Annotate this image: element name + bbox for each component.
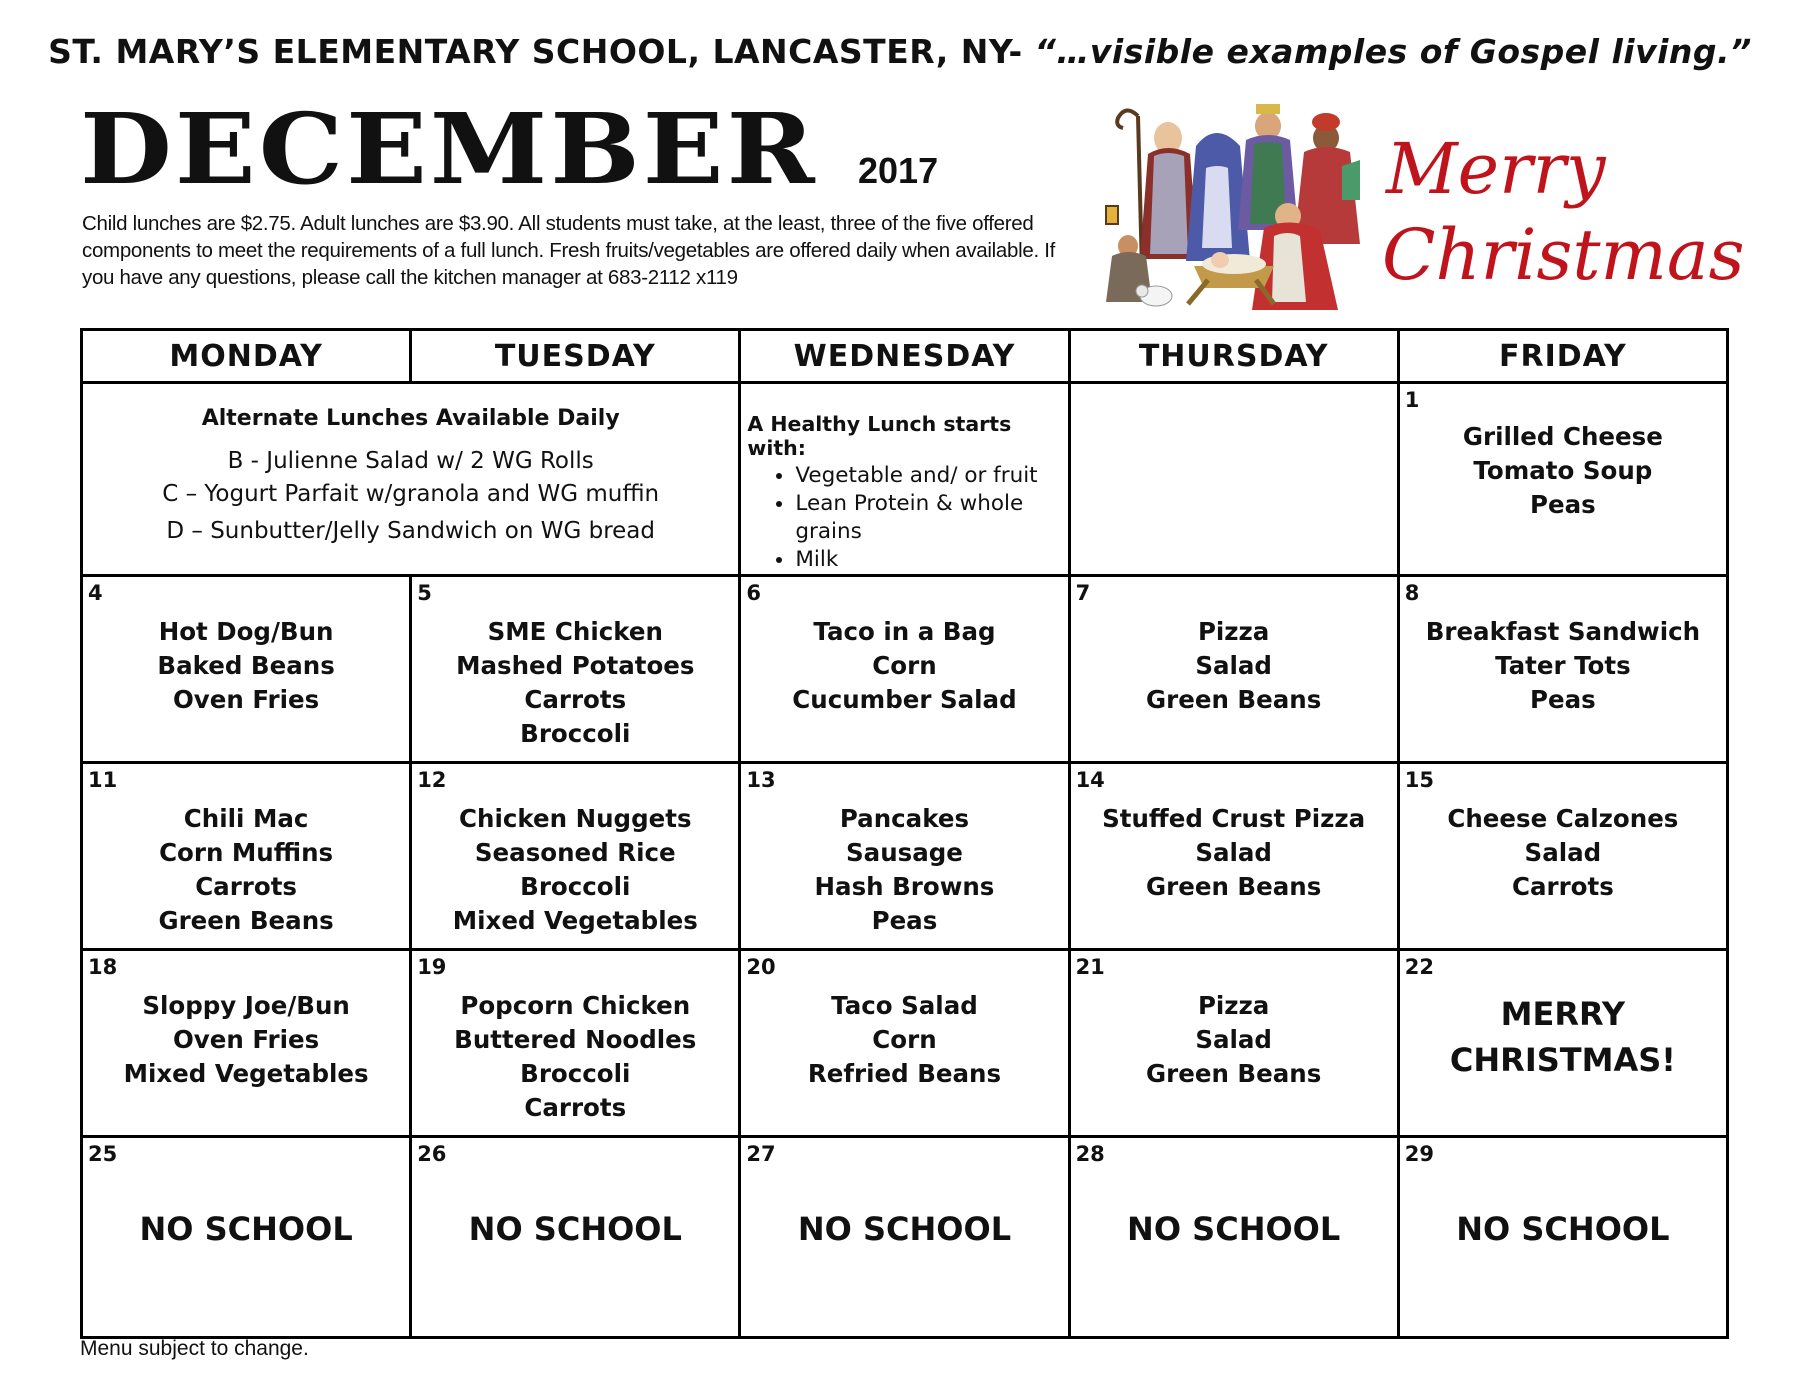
day-cell: [740, 576, 1069, 763]
day-number: 12: [417, 768, 447, 792]
menu-item: Tater Tots: [1495, 651, 1631, 680]
day-cell: [1069, 1137, 1398, 1338]
menu-item: Chicken Nuggets: [459, 804, 692, 833]
day-cell: [411, 576, 740, 763]
day-cell: [1069, 576, 1398, 763]
year-label: 2017: [858, 150, 939, 191]
menu-item: Green Beans: [158, 906, 334, 935]
lunch-price-info: Child lunches are $2.75. Adult lunches are $3.90. All students must take, at the least, three of the five offered components to meet the requirements of a full lunch. Fresh fruits/vegetables are offered daily when available. If you have any questions, please call the kitchen manager at 683-2112 x119: [82, 212, 1056, 289]
menu-item: Pancakes: [839, 804, 970, 833]
calendar-week-row: [82, 950, 1728, 1137]
day-number: 15: [1404, 768, 1434, 792]
day-number: 5: [417, 581, 432, 605]
day-number: 26: [417, 1142, 447, 1166]
day-menu: [1400, 384, 1726, 522]
menu-item: Pizza: [1197, 991, 1270, 1020]
day-cell: [740, 763, 1069, 950]
calendar-week-row: [82, 763, 1728, 950]
menu-item: Salad: [1195, 838, 1272, 867]
day-menu: [1400, 764, 1726, 904]
no-school-label: NO SCHOOL: [468, 1210, 682, 1248]
menu-item: Grilled Cheese: [1462, 422, 1663, 451]
no-school-label: NO SCHOOL: [1127, 1210, 1341, 1248]
menu-item: Mixed Vegetables: [452, 906, 698, 935]
menu-disclaimer: Menu subject to change.: [80, 1337, 309, 1360]
weekday-header: FRIDAY: [1398, 330, 1727, 383]
day-number: 1: [1404, 388, 1420, 412]
day-cell: [411, 1137, 740, 1338]
day-number: 22: [1404, 955, 1434, 979]
day-cell: [1398, 576, 1727, 763]
menu-item: Mixed Vegetables: [123, 1059, 369, 1088]
menu-item: Green Beans: [1146, 685, 1322, 714]
healthy-lunch-item: • Vegetable and/ or fruit: [795, 462, 1061, 490]
menu-item: Carrots: [195, 872, 297, 901]
healthy-lunch-item: • Milk: [795, 546, 1061, 574]
menu-item: Taco in a Bag: [813, 617, 996, 646]
nativity-scene-illustration: [1098, 96, 1388, 318]
menu-item: Broccoli: [520, 719, 631, 748]
day-cell: [82, 950, 411, 1137]
menu-item: Green Beans: [1146, 1059, 1322, 1088]
alternate-lunch-item: C – Yogurt Parfait w/granola and WG muffin: [162, 481, 660, 507]
menu-item: Sloppy Joe/Bun: [142, 991, 350, 1020]
menu-item: Green Beans: [1146, 872, 1322, 901]
calendar-week-row: [82, 576, 1728, 763]
menu-item: Baked Beans: [157, 651, 335, 680]
empty-day-cell: [1069, 383, 1398, 576]
menu-item: Refried Beans: [807, 1059, 1002, 1088]
healthy-lunch-title: A Healthy Lunch starts with:: [747, 412, 1012, 460]
healthy-lunch-cell: [740, 383, 1069, 576]
no-school-label: NO SCHOOL: [139, 1210, 353, 1248]
menu-item: Corn Muffins: [159, 838, 334, 867]
day-cell: [82, 763, 411, 950]
day-cell: [82, 1137, 411, 1338]
menu-item: Peas: [1530, 685, 1596, 714]
menu-item: Hash Browns: [814, 872, 995, 901]
alternate-lunch-item: D – Sunbutter/Jelly Sandwich on WG bread: [166, 518, 655, 544]
menu-item: Broccoli: [520, 1059, 631, 1088]
day-number: 21: [1075, 955, 1105, 979]
lunch-calendar: [80, 328, 1729, 1339]
no-school-label: NO SCHOOL: [797, 1210, 1012, 1248]
day-cell: [411, 950, 740, 1137]
menu-item: Carrots: [524, 1093, 627, 1122]
day-cell: [740, 950, 1069, 1137]
day-number: 6: [746, 581, 761, 605]
day-cell: [1398, 763, 1727, 950]
greeting-line-1: Merry: [1386, 128, 1606, 210]
day-cell: [1398, 950, 1727, 1137]
day-menu: [412, 577, 738, 751]
weekday-header: THURSDAY: [1069, 330, 1398, 383]
school-header: [0, 32, 1800, 71]
christmas-line: CHRISTMAS!: [1449, 1041, 1676, 1079]
menu-item: Taco Salad: [831, 991, 978, 1020]
day-cell: [411, 763, 740, 950]
menu-item: Corn: [872, 651, 937, 680]
day-number: 19: [417, 955, 447, 979]
calendar-week-row: [82, 1137, 1728, 1338]
menu-item: Tomato Soup: [1473, 456, 1653, 485]
school-name: ST. MARY’S ELEMENTARY SCHOOL, LANCASTER, NY-: [48, 32, 1023, 71]
greeting-line-2: Christmas: [1382, 214, 1745, 296]
menu-item: Salad: [1524, 838, 1602, 867]
menu-item: Oven Fries: [172, 685, 320, 714]
day-number: 8: [1404, 581, 1420, 605]
school-motto: “…visible examples of Gospel living.”: [1034, 32, 1752, 71]
day-number: 28: [1075, 1142, 1105, 1166]
menu-item: Salad: [1195, 651, 1272, 680]
menu-item: Peas: [871, 906, 938, 935]
menu-item: Stuffed Crust Pizza: [1102, 804, 1366, 833]
healthy-lunch-item: • Lean Protein & whole grains: [795, 490, 1061, 546]
menu-item: Seasoned Rice: [474, 838, 676, 867]
day-menu: [83, 951, 409, 1091]
day-number: 14: [1075, 768, 1105, 792]
weekday-header: MONDAY: [82, 330, 411, 383]
weekday-header-row: [82, 330, 1728, 383]
menu-item: Corn: [872, 1025, 937, 1054]
menu-item: Chili Mac: [183, 804, 309, 833]
day-number: 11: [88, 768, 118, 792]
menu-item: Salad: [1195, 1025, 1272, 1054]
day-menu: [741, 577, 1067, 717]
day-number: 7: [1075, 581, 1091, 605]
healthy-lunch-list: [747, 462, 1061, 574]
day-cell: [1398, 1137, 1727, 1338]
day-number: 18: [88, 955, 118, 979]
alternate-lunches-cell: [82, 383, 740, 576]
day-menu: [1400, 577, 1726, 717]
menu-item: Popcorn Chicken: [460, 991, 691, 1020]
day-menu: [1071, 577, 1397, 717]
day-menu: [741, 951, 1067, 1091]
menu-item: Pizza: [1197, 617, 1270, 646]
day-number: 13: [746, 768, 776, 792]
menu-item: Peas: [1530, 490, 1596, 519]
day-menu: [741, 764, 1067, 938]
day-number: 4: [88, 581, 103, 605]
menu-item: Buttered Noodles: [454, 1025, 697, 1054]
merry-christmas-note: [1400, 951, 1726, 1083]
merry-christmas-greeting: [1382, 126, 1745, 298]
day-menu: [412, 764, 738, 938]
menu-item: Broccoli: [520, 872, 631, 901]
day-cell: [82, 576, 411, 763]
day-cell: [1069, 763, 1398, 950]
month-title: DECEMBER: [80, 90, 818, 206]
day-number: 20: [746, 955, 776, 979]
calendar-week-row: [82, 383, 1728, 576]
menu-item: Sausage: [846, 838, 963, 867]
day-number: 27: [746, 1142, 776, 1166]
menu-item: Cucumber Salad: [792, 685, 1017, 714]
merry-line: MERRY: [1500, 995, 1626, 1033]
menu-item: Carrots: [524, 685, 627, 714]
alternate-lunch-item: B - Julienne Salad w/ 2 WG Rolls: [227, 448, 594, 474]
menu-item: Mashed Potatoes: [456, 651, 695, 680]
menu-item: Hot Dog/Bun: [158, 617, 334, 646]
day-menu: [83, 577, 409, 717]
day-menu: [1071, 951, 1397, 1091]
day-menu: [83, 764, 409, 938]
alternate-lunches-title: Alternate Lunches Available Daily: [201, 406, 620, 431]
menu-item: Breakfast Sandwich: [1425, 617, 1701, 646]
menu-item: Oven Fries: [172, 1025, 320, 1054]
weekday-header: TUESDAY: [411, 330, 740, 383]
menu-item: SME Chicken: [487, 617, 663, 646]
no-school-label: NO SCHOOL: [1456, 1210, 1670, 1248]
day-number: 29: [1404, 1142, 1434, 1166]
menu-item: Carrots: [1511, 872, 1614, 901]
menu-item: Cheese Calzones: [1447, 804, 1679, 833]
day-cell: [1069, 950, 1398, 1137]
day-number: 25: [88, 1142, 118, 1166]
day-menu: [412, 951, 738, 1125]
day-cell: [1398, 383, 1727, 576]
weekday-header: WEDNESDAY: [740, 330, 1069, 383]
day-cell: [740, 1137, 1069, 1338]
day-menu: [1071, 764, 1397, 904]
